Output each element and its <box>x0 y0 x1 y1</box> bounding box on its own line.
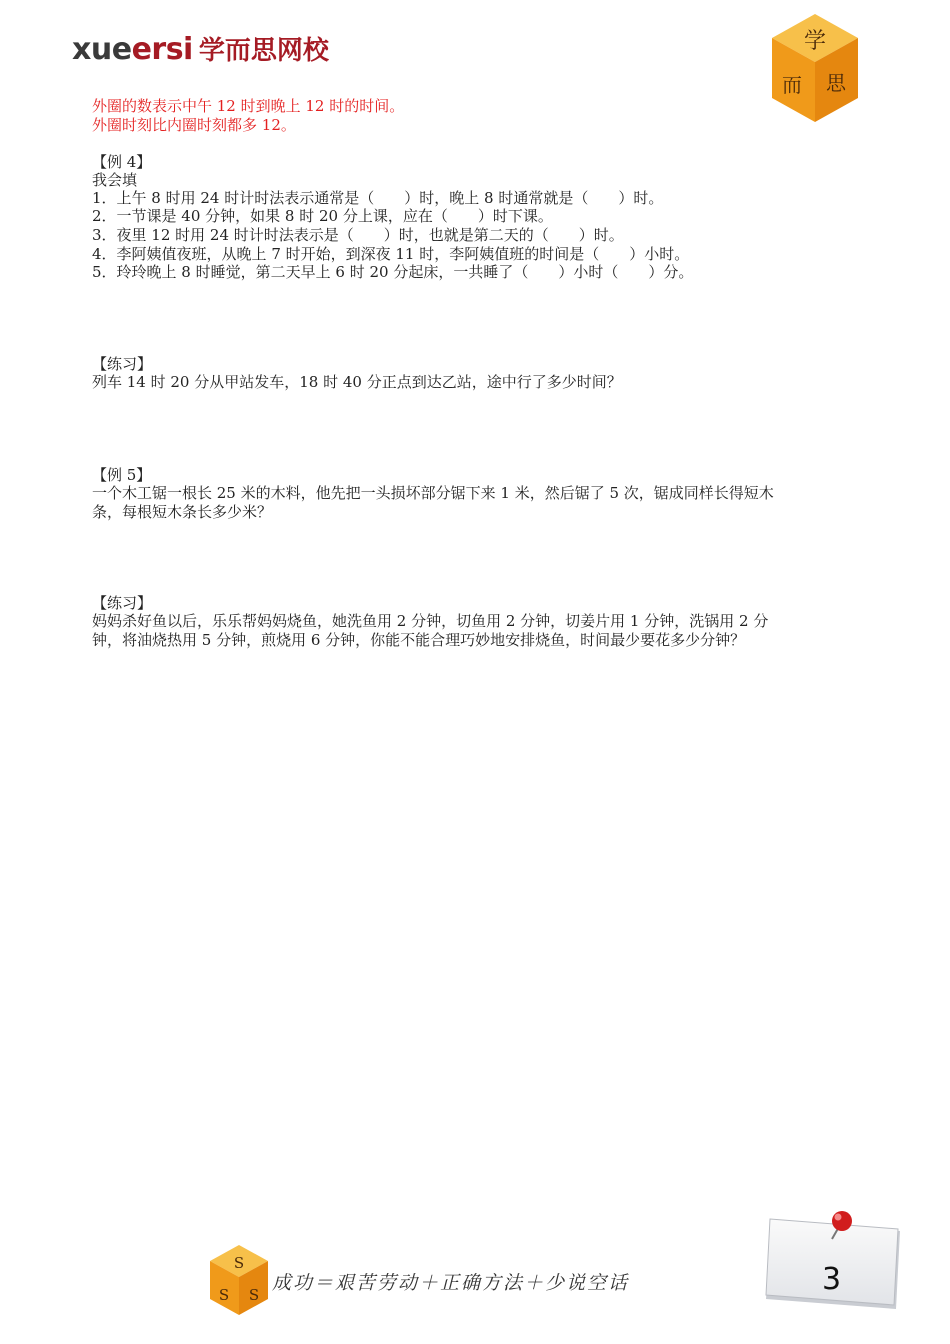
example5-text: 一个木工锯一根长 25 米的木料，他先把一头损坏部分锯下来 1 米，然后锯了 5 次，锯成同样长得短木条，每根短木条长多少米？ <box>92 484 774 521</box>
brand-logo <box>72 30 329 67</box>
page-number: 3 <box>822 1262 842 1297</box>
intro-line-1: 外圈的数表示中午 12 时到晚上 12 时的时间。 <box>92 97 405 115</box>
example4-subheading: 我会填 <box>92 171 138 189</box>
logo-latin-a: xue <box>72 32 132 67</box>
example4-heading: 【例 4】 <box>92 153 152 171</box>
brand-cube-icon <box>770 12 860 124</box>
example4-item-2: 2．一节课是 40 分钟，如果 8 时 20 分上课，应在（ ）时下课。 <box>92 207 553 225</box>
sticky-note-icon <box>762 1205 912 1315</box>
practice1-heading: 【练习】 <box>92 355 153 373</box>
cube-char-right: 思 <box>826 71 846 95</box>
logo-latin-b: ersi <box>131 32 193 67</box>
example4-item-4: 4．李阿姨值夜班，从晚上 7 时开始，到深夜 11 时，李阿姨值班的时间是（ ）小时。 <box>92 245 690 263</box>
example4-item-3: 3．夜里 12 时用 24 时计时法表示是（ ）时，也就是第二天的（ ）时。 <box>92 226 624 244</box>
example5-heading: 【例 5】 <box>92 466 152 484</box>
cube-char-left: 而 <box>782 73 802 97</box>
example4-item-1: 1．上午 8 时用 24 时计时法表示通常是（ ）时，晚上 8 时通常就是（ ）时。 <box>92 189 664 207</box>
practice2-text: 妈妈杀好鱼以后，乐乐帮妈妈烧鱼，她洗鱼用 2 分钟，切鱼用 2 分钟，切姜片用 1 分钟，洗锅用 2 分钟，将油烧热用 5 分钟，煎烧用 6 分钟，你能不能合理巧妙地安排烧鱼，时间最少要花多少分钟？ <box>92 612 769 649</box>
logo-chinese: 学而思网校 <box>198 36 329 66</box>
intro-line-2: 外圈时刻比内圈时刻都多 12。 <box>92 116 296 134</box>
footer-motto: 成功＝艰苦劳动＋正确方法＋少说空话 <box>272 1272 630 1294</box>
example4-item-5: 5．玲玲晚上 8 时睡觉，第二天早上 6 时 20 分起床，一共睡了（ ）小时（ ）分。 <box>92 263 694 281</box>
practice1-text: 列车 14 时 20 分从甲站发车，18 时 40 分正点到达乙站，途中行了多少时间？ <box>92 373 622 391</box>
footer-cube-letter-right: S <box>248 1286 260 1304</box>
footer-cube-letter-top: S <box>233 1254 245 1272</box>
footer-sss-cube-icon <box>208 1243 270 1317</box>
cube-char-top: 学 <box>803 29 827 54</box>
practice2-heading: 【练习】 <box>92 594 153 612</box>
footer-cube-letter-left: S <box>218 1286 230 1304</box>
